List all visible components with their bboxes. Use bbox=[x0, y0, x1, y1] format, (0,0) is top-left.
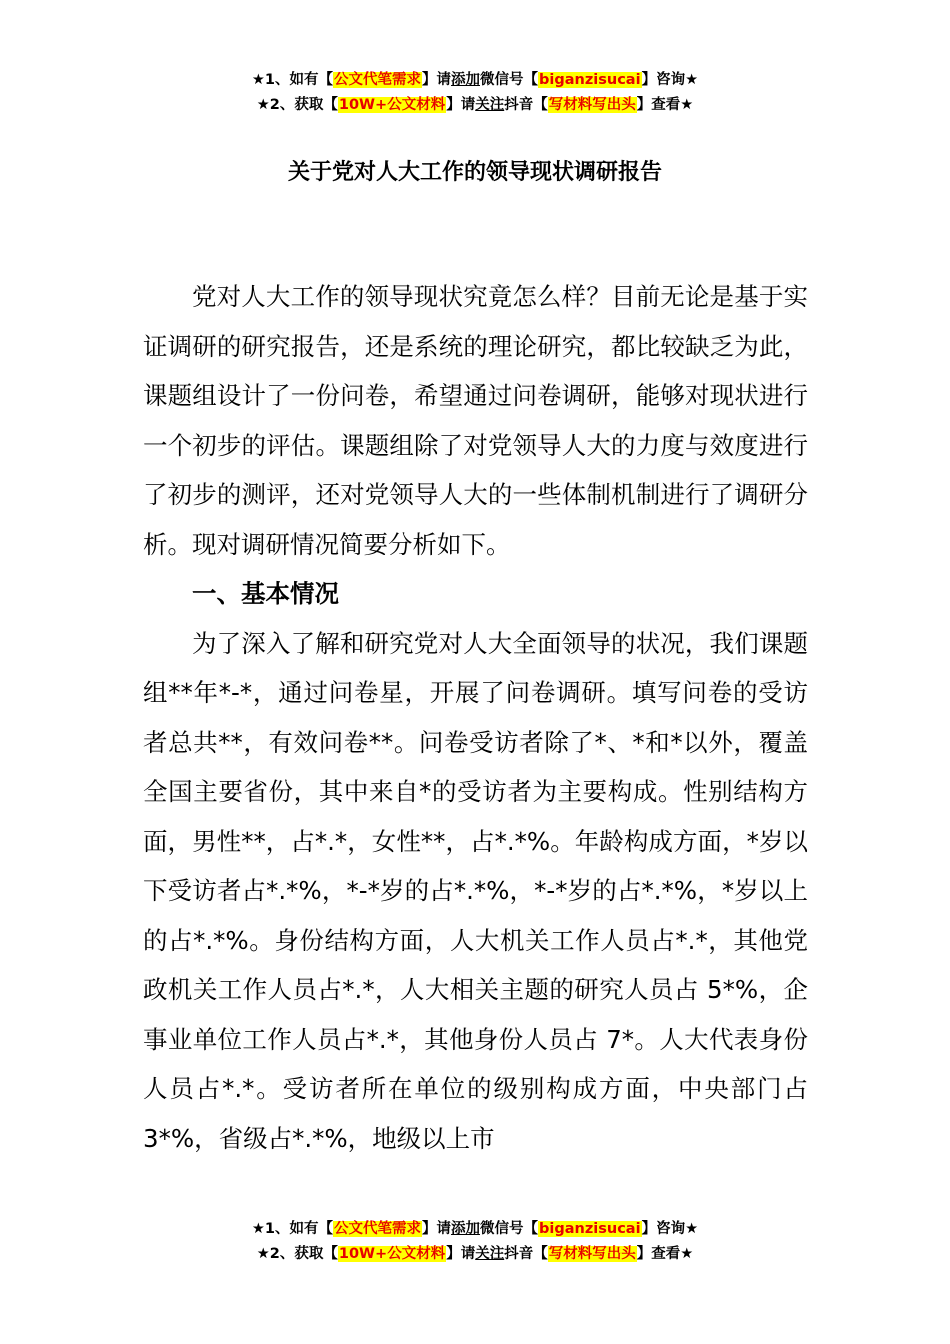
highlight-douyin-account: 写材料写出头 bbox=[548, 1246, 636, 1262]
promo-banner-top bbox=[0, 68, 950, 118]
promo-line-2: ★2、获取【10W+公文材料】请关注抖音【写材料写出头】查看★ bbox=[256, 97, 694, 113]
document-body bbox=[143, 272, 808, 1163]
highlight-service: 公文代笔需求 bbox=[334, 72, 422, 88]
section-paragraph: 为了深入了解和研究党对人大全面领导的状况，我们课题组**年*-*，通过问卷星，开展了问卷调研。填写问卷的受访者总共**，有效问卷**。问卷受访者除了*、*和*以外，覆盖全国主要省份，其中来自*的受访者为主要构成。性别结构方面，男性**，占*.*，女性**，占*.*%。年龄构成方面，*岁以下受访者占*.*%，*-*岁的占*.*%，*-*岁的占*.*%，*岁以上的占*.*%。身份结构方面，人大机关工作人员占*.*，其他党政机关工作人员占*.*，人大相关主题的研究人员占 5*%，企事业单位工作人员占*.*，其他身份人员占 7*。人大代表身份人员占*.*。受访者所在单位的级别构成方面，中央部门占 3*%，省级占*.*%，地级以上市 bbox=[143, 628, 808, 1153]
highlight-materials: 10W+公文材料 bbox=[338, 97, 446, 113]
promo-banner-bottom bbox=[0, 1217, 950, 1267]
section-heading: 一、基本情况 bbox=[192, 579, 339, 608]
highlight-materials: 10W+公文材料 bbox=[338, 1246, 446, 1262]
intro-paragraph: 党对人大工作的领导现状究竟怎么样？目前无论是基于实证调研的研究报告，还是系统的理论研究，都比较缺乏为此，课题组设计了一份问卷，希望通过问卷调研，能够对现状进行一个初步的评估。课题组除了对党领导人大的力度与效度进行了初步的测评，还对党领导人大的一些体制机制进行了调研分析。现对调研情况简要分析如下。 bbox=[143, 282, 808, 559]
highlight-wechat-id: biganzisucai bbox=[539, 72, 641, 88]
promo-line-1: ★1、如有【公文代笔需求】请添加微信号【biganzisucai】咨询★ bbox=[251, 72, 699, 88]
promo-line-2: ★2、获取【10W+公文材料】请关注抖音【写材料写出头】查看★ bbox=[256, 1246, 694, 1262]
highlight-douyin-account: 写材料写出头 bbox=[548, 97, 636, 113]
highlight-service: 公文代笔需求 bbox=[334, 1221, 422, 1237]
promo-line-1: ★1、如有【公文代笔需求】请添加微信号【biganzisucai】咨询★ bbox=[251, 1221, 699, 1237]
document-title: 关于党对人大工作的领导现状调研报告 bbox=[287, 160, 662, 185]
highlight-wechat-id: biganzisucai bbox=[539, 1221, 641, 1237]
